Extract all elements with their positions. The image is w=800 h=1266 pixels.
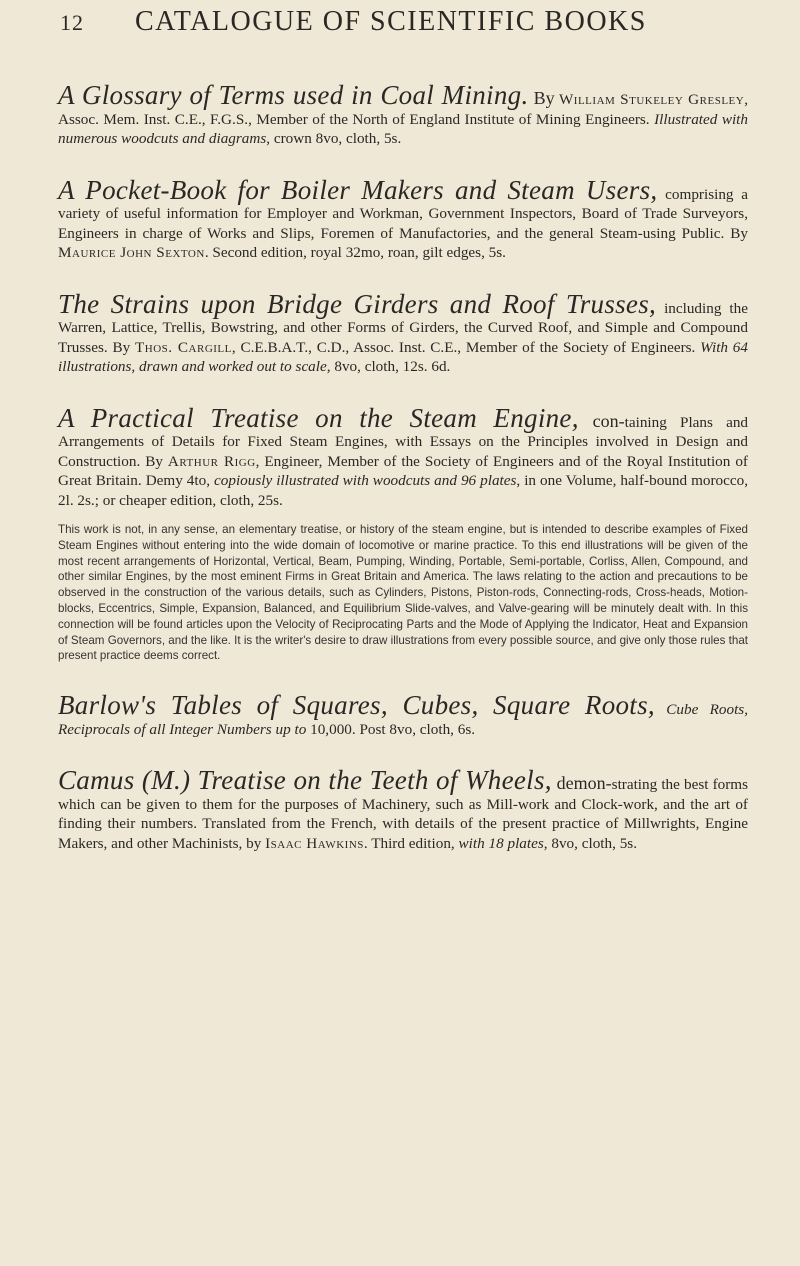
catalogue-entries xyxy=(58,82,748,881)
running-title: CATALOGUE OF SCIENTIFIC BOOKS xyxy=(135,6,647,37)
book-subtitle: Cube Roots, Reciprocals of all Integer Numbers up to xyxy=(58,701,748,738)
author-name: Arthur Rigg xyxy=(167,452,256,470)
entry-price: 8vo, cloth, 12s. 6d. xyxy=(330,358,451,375)
entry-description: , Assoc. Mem. Inst. C.E., F.G.S., Member of the North of England Institute of Mining Engineers. xyxy=(58,91,748,128)
running-head xyxy=(60,4,760,40)
page-number: 12 xyxy=(60,10,84,35)
illustration-note: with 18 plates xyxy=(458,834,544,852)
entry-price: 10,000. Post 8vo, cloth, 6s. xyxy=(306,720,476,738)
catalogue-entry xyxy=(58,174,749,263)
entry-price: . Second edition, royal 32mo, roan, gilt edges, 5s. xyxy=(204,244,506,261)
author-name: Maurice John Sexton xyxy=(58,244,205,261)
entry-description: strating the best forms which can be given to them for the purposes of Machinery, such as Mill-work and Clock-work, and the art of finding their numbers. Translated from the French, with details of the present practice of Millwrights, Engine Makers, and other Machinists, by xyxy=(58,776,749,852)
title-continuation: By xyxy=(528,88,555,108)
book-title: A Practical Treatise on the Steam Engine, xyxy=(58,402,579,433)
entry-price: , in one Volume, half-bound morocco, 2l. 2s.; or cheaper edition, cloth, 25s. xyxy=(58,472,748,509)
book-title: Camus (M.) Treatise on the Teeth of Wheels, xyxy=(58,765,552,796)
book-title: A Pocket-Book for Boiler Makers and Steam Users, xyxy=(58,174,658,205)
book-title: A Glossary of Terms used in Coal Mining. xyxy=(58,80,529,110)
catalogue-entry xyxy=(58,402,749,665)
book-title: The Strains upon Bridge Girders and Roof Trusses, xyxy=(58,288,657,319)
entry-price: , 8vo, cloth, 5s. xyxy=(543,834,637,852)
illustration-note: Illustrated with numerous woodcuts and diagrams xyxy=(58,110,748,147)
title-continuation: con- xyxy=(578,410,625,431)
illustration-note: copiously illustrated with woodcuts and 96 plates xyxy=(214,472,517,489)
entry-note: This work is not, in any sense, an elementary treatise, or history of the steam engine, but is intended to describe examples of Fixed Steam Engines without entering into the wide domain of locomotive or marine practice. To this end illustrations will be given of the most recent arrangements of Horizontal, Vertical, Beam, Pumping, Winding, Portable, Semi-portable, Corliss, Allen, Compound, and other similar Engines, by the most eminent Firms in Great Britain and America. The laws relating to the action and precautions to be observed in the construction of the various details, such as Cylinders, Pistons, Piston-rods, Connecting-rods, Cross-heads, Motion-blocks, Eccentrics, Simple, Expansion, Balanced, and Equilibrium Slide-valves, and Valve-gearing will be minutely dealt with. In this connection will be found articles upon the Velocity of Reciprocating Parts and the Mode of Applying the Indicator, Heat and Expansion of Steam Governors, and the like. It is the writer's desire to draw illustrations from every possible source, and give only those rules that present practice deems correct. xyxy=(58,523,748,663)
entry-description-2: . Third edition, xyxy=(363,834,459,852)
book-title: Barlow's Tables of Squares, Cubes, Square Roots, xyxy=(58,690,655,721)
catalogue-entry xyxy=(58,82,748,149)
entry-description-2: , Engineer, Member of the Society of Engineers and of the Royal Institution of Great Britain. Demy 4to, xyxy=(58,452,748,489)
catalogue-entry xyxy=(58,692,748,739)
entry-description: comprising a variety of useful information for Employer and Workman, Government Inspectors, Board of Trade Surveyors, Engineers in charge of Works and Slips, Foremen of Manufactories, and the general Steam-using Public. By xyxy=(58,185,749,242)
author-name: Isaac Hawkins xyxy=(265,834,364,852)
title-continuation: demon- xyxy=(551,773,612,794)
catalogue-entry xyxy=(58,767,748,853)
author-name: William Stukeley Gresley xyxy=(558,91,745,108)
entry-description: including the Warren, Lattice, Trellis, Bowstring, and other Forms of Girders, the Curved Roof, and Simple and Compound Trusses. By xyxy=(58,299,748,356)
illustration-note: With 64 illustrations, drawn and worked out to scale, xyxy=(58,338,748,375)
catalogue-entry xyxy=(58,288,748,377)
entry-description-2: , C.E.B.A.T., C.D., Assoc. Inst. C.E., Member of the Society of Engineers. xyxy=(231,338,701,356)
author-name: Thos. Cargill xyxy=(135,338,232,356)
entry-price: , crown 8vo, cloth, 5s. xyxy=(266,130,402,147)
entry-description: taining Plans and Arrangements of Details for Fixed Steam Engines, with Essays on the Principles involved in Design and Construction. By xyxy=(58,413,749,470)
